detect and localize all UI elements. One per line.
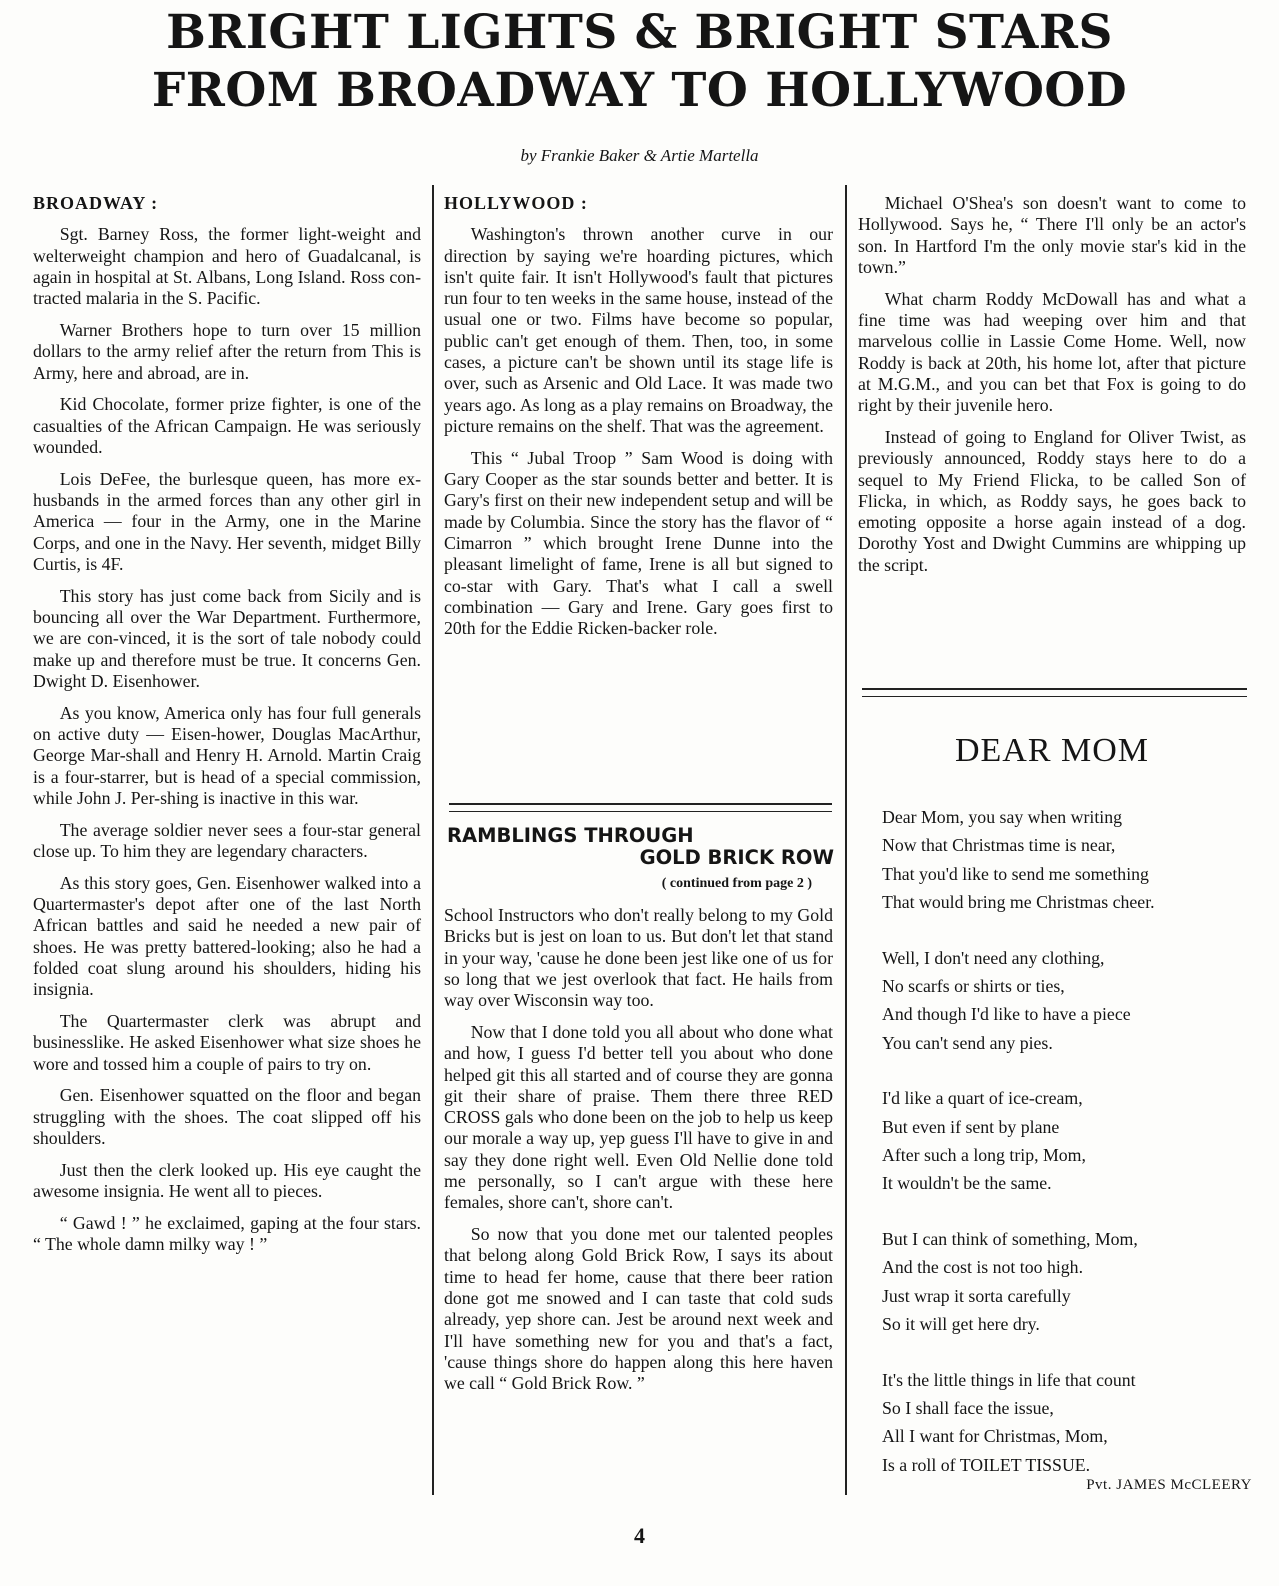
poem-line: So it will get here dry. <box>882 1314 1040 1335</box>
poem <box>882 803 1252 1506</box>
hollywood-column <box>444 193 833 650</box>
article-paragraph: Warner Brothers hope to turn over 15 million dollars to the army relief after the return from This is Army, here and abroad, are in. <box>33 319 421 383</box>
poem-line: No scarfs or shirts or ties, <box>882 976 1065 997</box>
ramblings-heading <box>447 825 834 869</box>
section-divider <box>449 803 832 812</box>
article-paragraph: What charm Roddy McDowall has and what a fine time was had weeping over him and that marvelous collie in Lassie Come Home. Well, now Roddy is back at 20th, his home lot, after that picture at M.G.M., and you can bet that Fox is going to do right by their juvenile hero. <box>858 288 1246 416</box>
poem-line: After such a long trip, Mom, <box>882 1145 1086 1166</box>
poem-stanza <box>882 1225 1252 1339</box>
poem-line: Dear Mom, you say when writing <box>882 807 1123 827</box>
column-divider <box>432 185 434 1495</box>
column-divider <box>845 185 847 1495</box>
article-paragraph: As this story goes, Gen. Eisenhower walked into a Quartermaster's depot after one of the last North African battles and said he needed a new pair of shoes. He was pretty battered-looking; also he had a folded coat slung around his shoulders, hiding his insignia. <box>33 872 421 1000</box>
article-paragraph: The average soldier never sees a four-star general close up. To him they are legendary characters. <box>33 819 421 862</box>
article-paragraph: Now that I done told you all about who done what and how, I guess I'd better tell you about who done helped git this all started and of course they are gonna git their share of praise. Them there three RED CROSS gals who done been on the job to help us keep our morale a way up, yep guess I'll have to give in and say they done right well. Even Old Nellie done told me personally, so I can't argue with these here females, shore can't, shore can't. <box>444 1021 833 1213</box>
article-paragraph: Lois DeFee, the burlesque queen, has more ex-husbands in the armed forces than any other girl in America — four in the Army, one in the Marine Corps, and one in the Navy. Her seventh, midget Billy Curtis, is 4F. <box>33 468 421 574</box>
section-divider <box>862 688 1247 697</box>
hollywood-heading: HOLLYWOOD : <box>444 193 588 213</box>
poem-line: But I can think of something, Mom, <box>882 1228 1138 1249</box>
broadway-heading: BROADWAY : <box>33 193 159 213</box>
byline: by Frankie Baker & Artie Martella <box>520 146 759 165</box>
poem-line: But even if sent by plane <box>882 1116 1060 1137</box>
ramblings-column <box>444 905 833 1405</box>
poem-line: And though I'd like to have a piece <box>882 1004 1131 1025</box>
poem-line: That you'd like to send me something <box>882 863 1149 884</box>
poem-stanza <box>882 1084 1252 1198</box>
ramblings-heading-line-2: GOLD BRICK ROW <box>639 846 834 869</box>
hollywood-continued-column <box>858 193 1246 587</box>
article-paragraph: Michael O'Shea's son doesn't want to come to Hollywood. Says he, “ There I'll only be an actor's son. In Hartford I'm the only movie star's kid in the town.” <box>858 193 1246 277</box>
poem-line: Just wrap it sorta carefully <box>882 1285 1071 1306</box>
article-paragraph: This “ Jubal Troop ” Sam Wood is doing with Gary Cooper as the star sounds better and better. It is Gary's first on their new independent setup and will be made by Columbia. Since the story has the flavor of “ Cimarron ” which brought Irene Dunne into the pleasant limelight of fame, Irene is all but signed to co-star with Gary. That's what I call a swell combination — Gary and Irene. Gary goes first to 20th for the Eddie Ricken-backer role. <box>444 447 833 639</box>
broadway-column <box>33 193 421 1266</box>
article-paragraph: Washington's thrown another curve in our direction by saying we're hoarding pictures, which isn't quite fair. It isn't Hollywood's fault that pictures run four to ten weeks in the same house, instead of the usual one or two. Films have become so popular, public can't get enough of them. Then, too, in some cases, a picture can't be shown until its stage life is over, such as Arsenic and Old Lace. It was made two years ago. As long as a play remains on Broadway, the picture remains on the shelf. That was the agreement. <box>444 224 833 436</box>
article-paragraph: As you know, America only has four full generals on active duty — Eisen-hower, Douglas MacArthur, George Mar-shall and Henry H. Arnold. Martin Craig is a four-starrer, but is head of a special commission, while John J. Per-shing is inactive in this war. <box>33 702 421 808</box>
poem-line: All I want for Christmas, Mom, <box>882 1426 1108 1447</box>
article-paragraph: This story has just come back from Sicily and is bouncing all over the War Department. Furthermore, we are con-vinced, it is the sort of tale nobody could make up and therefore must be true. It concerns Gen. Dwight D. Eisenhower. <box>33 585 421 691</box>
poem-line: So I shall face the issue, <box>882 1397 1054 1418</box>
poem-line: I'd like a quart of ice-cream, <box>882 1088 1083 1109</box>
poem-line: And the cost is not too high. <box>882 1257 1084 1278</box>
article-paragraph: “ Gawd ! ” he exclaimed, gaping at the four stars. “ The whole damn milky way ! ” <box>33 1212 421 1255</box>
article-paragraph: Instead of going to England for Oliver Twist, as previously announced, Roddy stays here to do a sequel to My Friend Flicka, to be called Son of Flicka, in which, as Roddy says, he goes back to emoting opposite a horse again instead of a dog. Dorothy Yost and Dwight Cummins are whipping up the script. <box>858 426 1246 575</box>
page-title <box>0 4 1279 120</box>
poem-line: You can't send any pies. <box>882 1032 1053 1053</box>
poem-title: DEAR MOM <box>954 732 1150 769</box>
poem-line: That would bring me Christmas cheer. <box>882 892 1155 913</box>
poem-signature: Pvt. JAMES McCLEERY <box>1086 1477 1252 1493</box>
article-paragraph: Gen. Eisenhower squatted on the floor and began struggling with the shoes. The coat slipped off his shoulders. <box>33 1085 421 1149</box>
poem-stanza <box>882 803 1252 917</box>
poem-line: It wouldn't be the same. <box>882 1173 1052 1194</box>
page-number: 4 <box>634 1523 645 1548</box>
poem-stanza <box>882 1366 1252 1480</box>
poem-stanza <box>882 944 1252 1058</box>
article-paragraph: Just then the clerk looked up. His eye caught the awesome insignia. He went all to pieces. <box>33 1159 421 1202</box>
article-paragraph: School Instructors who don't really belong to my Gold Bricks but is jest on loan to us. But don't let that stand in your way, 'cause he done been jest like one of us for so long that we jest overlook that fact. He hails from way over Wisconsin way too. <box>444 905 833 1011</box>
poem-line: Now that Christmas time is near, <box>882 835 1116 856</box>
article-paragraph: Sgt. Barney Ross, the former light-weight and welterweight champion and hero of Guadalcanal, is again in hospital at St. Albans, Long Island. Ross con-tracted malaria in the S. Pacific. <box>33 224 421 309</box>
article-paragraph: So now that you done met our talented peoples that belong along Gold Brick Row, I says its about time to head fer home, cause that there beer ration done got me snowed and I can taste that cold suds already, yep shore can. Jest be around next week and I'll have something new for you and that's a fact, 'cause things shore do happen along this here haven we call “ Gold Brick Row. ” <box>444 1224 833 1394</box>
title-line-1: BRIGHT LIGHTS & BRIGHT STARS <box>166 5 1113 60</box>
article-paragraph: Kid Chocolate, former prize fighter, is one of the casualties of the African Campaign. He was seriously wounded. <box>33 394 421 457</box>
continued-note: ( continued from page 2 ) <box>661 876 812 891</box>
title-line-2: FROM BROADWAY TO HOLLYWOOD <box>151 63 1128 118</box>
poem-line: Is a roll of TOILET TISSUE. <box>882 1454 1091 1475</box>
poem-line: Well, I don't need any clothing, <box>882 947 1105 968</box>
poem-line: It's the little things in life that count <box>882 1369 1136 1390</box>
ramblings-heading-line-1: RAMBLINGS THROUGH <box>447 824 694 847</box>
article-paragraph: The Quartermaster clerk was abrupt and businesslike. He asked Eisenhower what size shoes he wore and tossed him a couple of pairs to try on. <box>33 1011 421 1074</box>
